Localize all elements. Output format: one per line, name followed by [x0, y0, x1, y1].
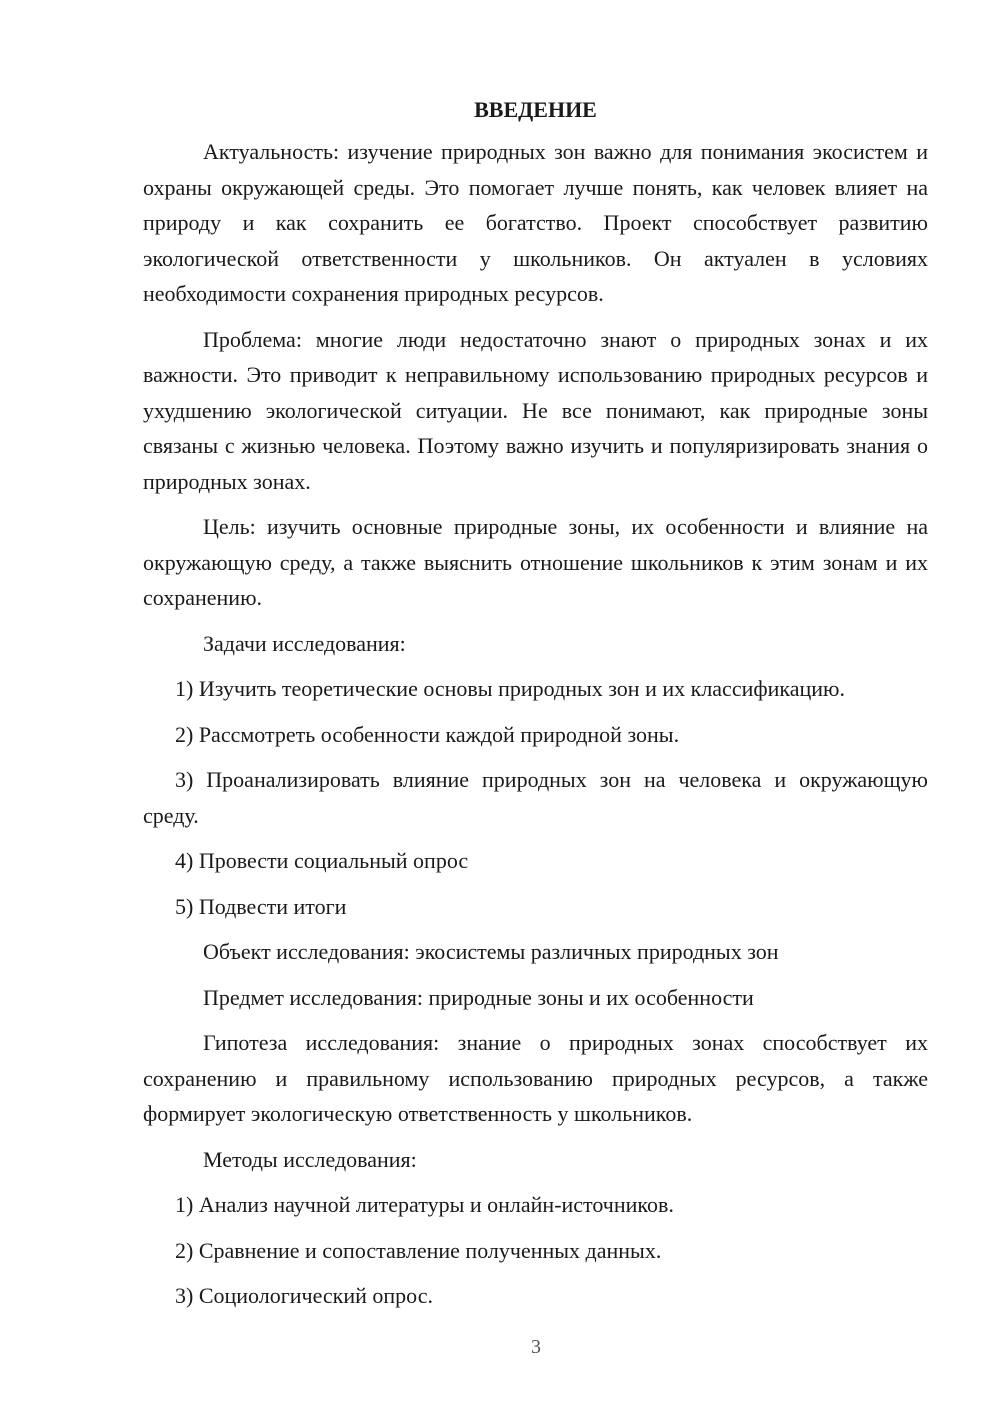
task-item: 1) Изучить теоретические основы природных зон и их классификацию. — [175, 676, 845, 701]
methods-label: Методы исследования: — [203, 1146, 417, 1172]
task-item: 2) Рассмотреть особенности каждой природной зоны. — [175, 721, 680, 747]
goal-paragraph: Цель: изучить основные природные зоны, их особенности и влияние на окружающую среду, а также выяснить отношение школьников к этим зонам и их сохранению. — [143, 514, 928, 610]
section-title: ВВЕДЕНИЕ — [474, 97, 597, 122]
page-number: 3 — [531, 1336, 541, 1358]
hypothesis-paragraph: Гипотеза исследования: знание о природных зонах способствует их сохранению и правильному использованию природных ресурсов, а также формирует экологическую ответственность у школьников. — [143, 1030, 928, 1126]
relevance-paragraph: Актуальность: изучение природных зон важно для понимания экосистем и охраны окружающей среды. Это помогает лучше понять, как человек влияет на природу и как сохранить ее богатство. Проект способствует развитию экологической ответственности у школьников. Он актуален в условиях необходимости сохранения природных ресурсов. — [143, 139, 928, 306]
problem-paragraph: Проблема: многие люди недостаточно знают о природных зонах и их важности. Это приводит к неправильному использованию природных ресурсов и ухудшению экологической ситуации. Не все понимают, как природные зоны связаны с жизнью человека. Поэтому важно изучить и популяризировать знания о природных зонах. — [143, 326, 928, 494]
object-paragraph: Объект исследования: экосистемы различных природных зон — [203, 939, 779, 964]
method-item: 1) Анализ научной литературы и онлайн-источников. — [175, 1192, 674, 1217]
tasks-label: Задачи исследования: — [203, 630, 406, 656]
page-content — [143, 92, 928, 1324]
task-item: 5) Подвести итоги — [175, 893, 347, 919]
subject-paragraph: Предмет исследования: природные зоны и их особенности — [203, 984, 754, 1010]
task-item: 4) Провести социальный опрос — [175, 848, 469, 873]
task-item: 3) Проанализировать влияние природных зон на человека и окружающую среду. — [143, 767, 928, 828]
method-item: 3) Социологический опрос. — [175, 1283, 433, 1308]
method-item: 2) Сравнение и сопоставление полученных данных. — [175, 1237, 662, 1263]
